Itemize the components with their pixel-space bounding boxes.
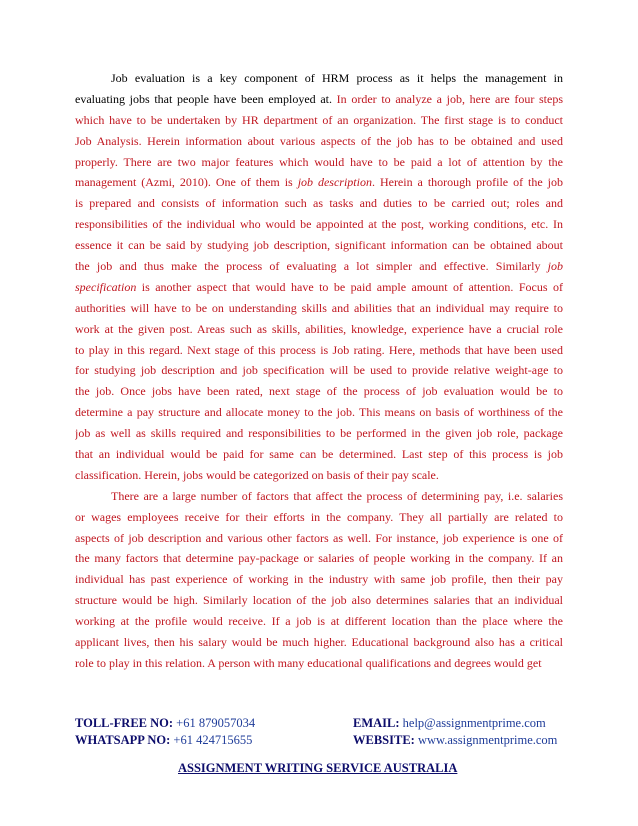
text-line [75,89,563,110]
website-link[interactable]: www.assignmentprime.com [417,733,558,747]
text-run: essence it can be said by studying job description, significant information can be obtained about [75,238,563,253]
text-line [75,611,563,632]
paragraph-pay-factors [75,486,563,674]
text-run: the many factors that determine pay-package or salaries of people working in the company. If an [75,551,563,566]
text-line [75,235,563,256]
text-run: for studying job description and job specification will be used to provide relative weight-age to [75,363,563,378]
body-text [75,68,563,674]
text-line [75,277,563,298]
text-line [75,110,563,131]
service-tagline: ASSIGNMENT WRITING SERVICE AUSTRALIA [178,761,458,775]
text-run: the job. Once jobs have been rated, next stage of the process of job evaluation would be to [75,384,563,399]
text-run: work at the given post. Areas such as skills, abilities, knowledge, experience have a crucial role [75,321,563,336]
text-run: that an individual would be paid for same can be determined. Last step of this process is job [75,447,563,462]
website-label: WEBSITE: [353,733,415,747]
text-run: which have to be undertaken by HR department of an organization. The first stage is to conduct [75,112,563,127]
text-line [75,152,563,173]
tollfree-number[interactable]: +61 879057034 [176,716,256,730]
text-run: to play in this regard. Next stage of this process is Job rating. Here, methods that have been used [75,342,563,357]
text-line [75,632,563,653]
text-run: structure would be high. Similarly location of the job also determines salaries that an individual [75,593,563,608]
text-line [75,569,563,590]
text-run: Job evaluation is a key component of HRM process as it helps the management in [111,71,563,85]
text-run: the job and thus make the process of evaluating a lot simpler and effective. Similarly [75,259,548,274]
text-run: evaluating jobs that people have been employed at. [75,91,337,106]
text-line [75,256,563,277]
text-run: authorities will have to be on understanding skills and abilities that an individual may require to [75,300,563,315]
text-run: In order to analyze a job, here are four steps [336,91,563,106]
text-line [75,172,563,193]
text-run: or wages employees receive for their efforts in the company. They all partially are related to [75,509,563,524]
text-run: job description [297,175,372,190]
whatsapp-number[interactable]: +61 424715655 [173,733,253,747]
text-run: . Herein a thorough profile of the job [371,175,563,190]
footer-row-2 [75,733,575,750]
tollfree-contact [75,716,255,731]
text-line [75,528,563,549]
contact-footer [75,716,575,750]
text-run: job [547,259,563,274]
text-run: job as well as skills required and responsibilities to be performed in the given job role, package [75,426,563,441]
text-line [75,548,563,569]
text-run: properly. There are two major features which would have to be paid a lot of attention by the [75,154,563,169]
text-line [75,298,563,319]
text-line [75,423,563,444]
email-label: EMAIL: [353,716,400,730]
text-line [75,653,563,674]
text-run: aspects of job description and various other factors as well. For instance, job experience is one of [75,530,563,545]
text-run: management (Azmi, 2010). One of them is [75,175,298,190]
text-run: applicant lives, then his salary would be much higher. Educational background also has a critical [75,635,563,650]
text-line [75,465,563,486]
text-run: Job Analysis. Herein information about various aspects of the job has to be obtained and used [75,133,563,148]
text-run: working at the profile would receive. If a job is at different location than the place where the [75,614,563,629]
text-line [75,131,563,152]
text-run: specification [75,279,137,294]
text-run: determine a pay structure and allocate money to the job. This means on basis of worthiness of the [75,405,563,420]
text-run: responsibilities of the individual who would be appointed at the post, working conditions, etc. In [75,217,563,232]
text-line [75,68,563,89]
tollfree-label: TOLL-FREE NO: [75,716,174,730]
footer-row-1 [75,716,575,733]
text-run: individual has past experience of working in the industry with same job profile, then their pay [75,572,563,587]
text-line [75,590,563,611]
whatsapp-label: WHATSAPP NO: [75,733,171,747]
paragraph-job-evaluation [75,68,563,486]
text-line [75,193,563,214]
text-run: is prepared and consists of information such as tasks and duties to be carried out; roles and [75,196,563,211]
text-run: classification. Herein, jobs would be categorized on basis of their pay scale. [75,467,439,482]
text-line [75,214,563,235]
text-line [75,486,563,507]
email-contact [353,716,546,731]
text-line [75,444,563,465]
whatsapp-contact [75,733,252,748]
website-contact [353,733,557,748]
text-line [75,340,563,361]
text-line [75,402,563,423]
text-line [75,360,563,381]
text-line [75,319,563,340]
text-line [75,381,563,402]
text-run: role to play in this relation. A person with many educational qualifications and degrees would get [75,655,542,670]
text-run: is another aspect that would have to be paid ample amount of attention. Focus of [136,279,563,294]
text-run: There are a large number of factors that affect the process of determining pay, i.e. salaries [111,488,563,503]
text-line [75,507,563,528]
email-link[interactable]: help@assignmentprime.com [402,716,546,730]
